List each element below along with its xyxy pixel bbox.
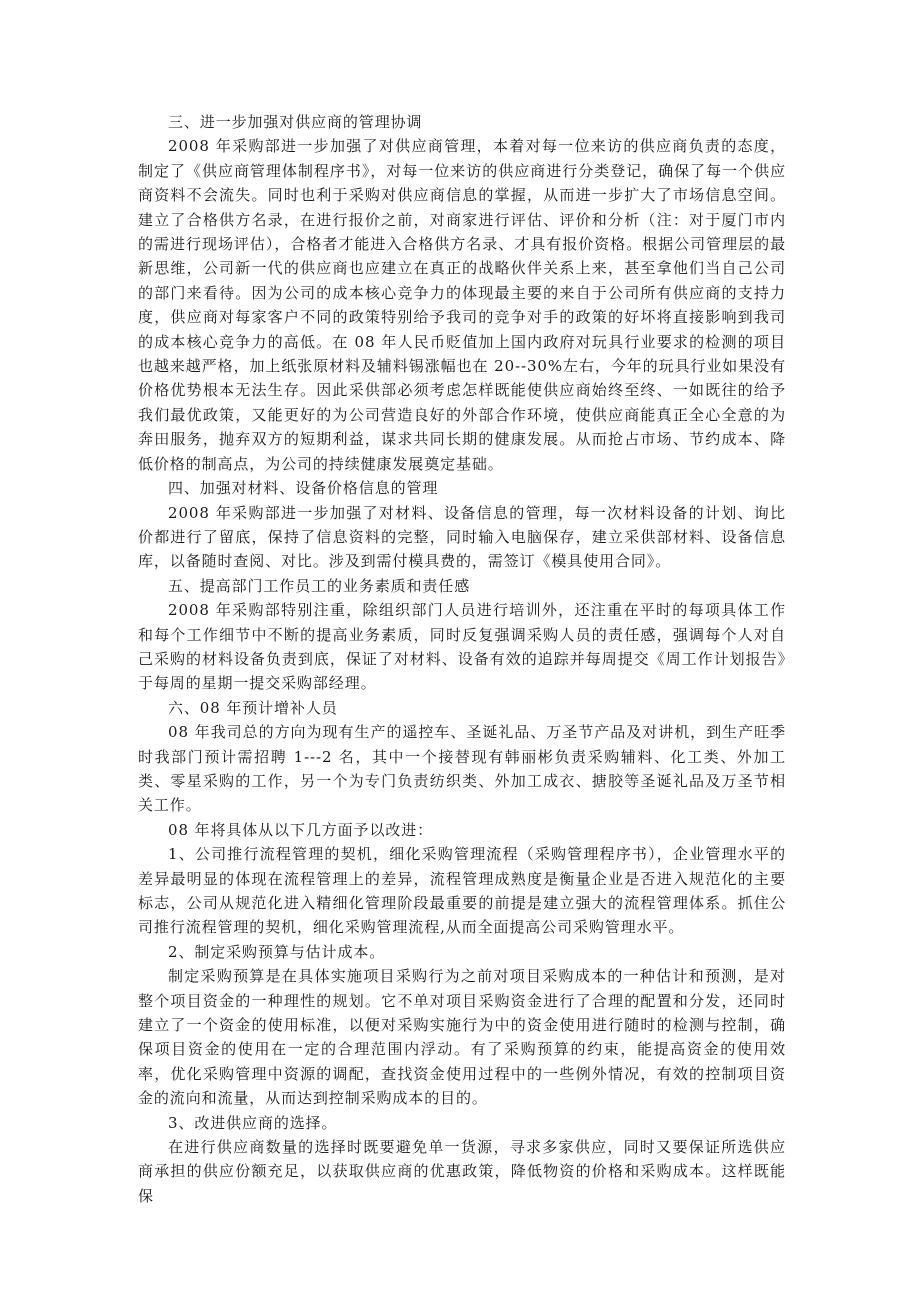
document-page [138,110,786,1208]
paragraph-improvements-intro: 08 年将具体从以下几方面予以改进： [168,820,434,839]
paragraph-staff-quality: 2008 年采购部特别注重，除组织部门人员进行培训外，还注重在平时的每项具体工作和每个工作细节中不断的提高业务素质，同时反复强调采购人员的责任感，强调每个人对自己采购的材料设备负责到底，保证了对材料、设备有效的追踪并每周提交《周工作计划报告》于每周的星期一提交采购部经理。 [138,601,786,693]
paragraph-item-1-process: 1、公司推行流程管理的契机，细化采购管理流程（采购管理程序书），企业管理水平的差异最明显的体现在流程管理上的差异，流程管理成熟度是衡量企业是否进入规范化的主要标志，公司从规范化进入精细化管理阶段最重要的前提是建立强大的流程管理体系。抓住公司推行流程管理的契机，细化采购管理流程,从而全面提高公司采购管理水平。 [138,845,786,937]
paragraph-price-info: 2008 年采购部进一步加强了对材料、设备信息的管理，每一次材料设备的计划、询比价都进行了留底，保持了信息资料的完整，同时输入电脑保存，建立采供部材料、设备信息库，以备随时查阅、对比。涉及到需付模具费的，需签订《模具使用合同》。 [138,503,786,571]
paragraph-supplier-management: 2008 年采购部进一步加强了对供应商管理，本着对每一位来访的供应商负责的态度，制定了《供应商管理体制程序书》，对每一位来访的供应商进行分类登记，确保了每一个供应商资料不会流失。同时也利于采购对供应商信息的掌握，从而进一步扩大了市场信息空间。建立了合格供方名录，在进行报价之前，对商家进行评估、评价和分析（注：对于厦门市内的需进行现场评估），合格者才能进入合格供方名录、才具有报价资格。根据公司管理层的最新思维，公司新一代的供应商也应建立在真正的战略伙伴关系上来，甚至拿他们当自己公司的部门来看待。因为公司的成本核心竞争力的体现最主要的来自于公司所有供应商的支持力度，供应商对每家客户不同的政策特别给予我司的竞争对手的政策的好坏将直接影响到我司的成本核心竞争力的高低。在 08 年人民币贬值加上国内政府对玩具行业要求的检测的项目也越来越严格，加上纸张原材料及辅料锡涨幅也在 20--30%左右，今年的玩具行业如果没有价格优势根本无法生存。因此采供部必须考虑怎样既能使供应商始终至终、一如既往的给予我们最优政策，又能更好的为公司营造良好的外部合作环境，使供应商能真正全心全意的为奔田服务，抛弃双方的短期利益，谋求共同长期的健康发展。从而抢占市场、节约成本、降低价格的制高点，为公司的持续健康发展奠定基础。 [138,137,786,473]
section-heading-6: 六、08 年预计增补人员 [168,698,338,717]
section-heading-5: 五、提高部门工作员工的业务素质和责任感 [168,576,471,595]
paragraph-budget: 制定采购预算是在具体实施项目采购行为之前对项目采购成本的一种估计和预测，是对整个项目资金的一种理性的规划。它不单对项目采购资金进行了合理的配置和分发，还同时建立了一个资金的使用标准，以便对采购实施行为中的资金使用进行随时的检测与控制，确保项目资金的使用在一定的合理范围内浮动。有了采购预算的约束，能提高资金的使用效率，优化采购管理中资源的调配，查找资金使用过程中的一些例外情况，有效的控制项目资金的流向和流量，从而达到控制采购成本的目的。 [138,967,786,1108]
section-heading-4: 四、加强对材料、设备价格信息的管理 [168,479,439,498]
item-heading-3-supplier-selection: 3、改进供应商的选择。 [168,1113,338,1132]
paragraph-supplier-selection: 在进行供应商数量的选择时既要避免单一货源，寻求多家供应，同时又要保证所选供应商承担的供应份额充足，以获取供应商的优惠政策，降低物资的价格和采购成本。这样既能保 [138,1138,786,1205]
item-heading-2-budget: 2、制定采购预算与估计成本。 [168,942,386,961]
paragraph-staffing-plan: 08 年我司总的方向为现有生产的遥控车、圣诞礼品、万圣节产品及对讲机，到生产旺季时我部门预计需招聘 1---2 名，其中一个接替现有韩丽彬负责采购辅料、化工类、外加工类、零星采购的工作，另一个为专门负责纺织类、外加工成衣、搪胶等圣诞礼品及万圣节相关工作。 [138,723,786,815]
section-heading-3: 三、进一步加强对供应商的管理协调 [168,113,423,131]
